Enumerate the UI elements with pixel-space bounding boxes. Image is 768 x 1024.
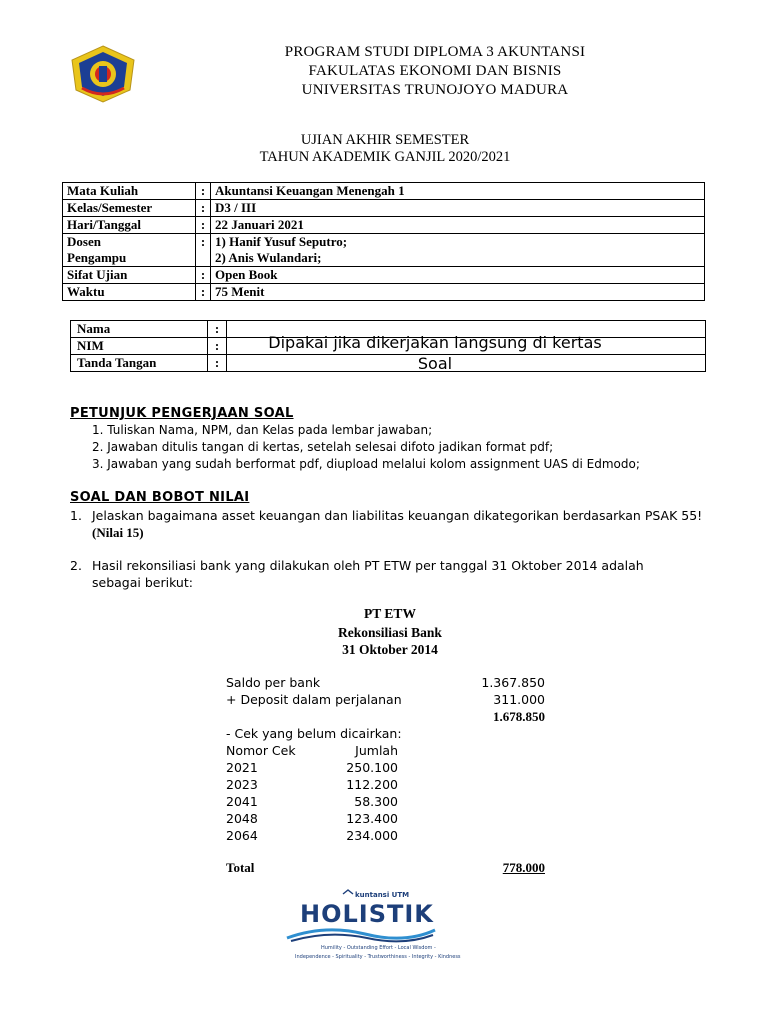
question-2-continued: sebagai berikut: — [92, 575, 193, 590]
question-text: Jelaskan bagaimana asset keuangan dan liabilitas keuangan dikategorikan berdasarkan PSAK 55! — [92, 508, 703, 523]
nim-label: NIM — [71, 338, 208, 355]
question-number: 1. — [70, 508, 82, 523]
name-label: Nama — [71, 321, 208, 338]
class-value: D3 / III — [211, 200, 705, 217]
university-title: UNIVERSITAS TRUNOJOYO MADURA — [301, 82, 569, 98]
university-crest-icon — [68, 44, 138, 104]
reconciliation-date: 31 Oktober 2014 — [342, 642, 438, 657]
exam-title: UJIAN AKHIR SEMESTER — [300, 132, 470, 148]
colon: : — [208, 338, 227, 355]
instruction-item: 1. Tuliskan Nama, NPM, dan Kelas pada lembar jawaban; — [92, 423, 433, 437]
total-value: 778.000 — [502, 860, 545, 875]
course-value: Akuntansi Keuangan Menengah 1 — [211, 183, 705, 200]
outstanding-checks-label: - Cek yang belum dicairkan: — [226, 726, 402, 741]
table-row — [63, 200, 705, 217]
check-number: 2064 — [226, 828, 258, 843]
colon: : — [196, 284, 211, 301]
company-name: PT ETW — [364, 606, 416, 621]
check-number: 2041 — [226, 794, 258, 809]
holistik-logo — [285, 888, 485, 968]
lecturer-label-line1: Dosen — [67, 234, 101, 249]
instructions-title: PETUNJUK PENGERJAAN SOAL — [70, 406, 294, 421]
check-amount: 123.400 — [346, 811, 398, 826]
nature-label: Sifat Ujian — [63, 267, 196, 284]
table-row — [63, 217, 705, 234]
holistik-emblem-icon — [285, 888, 485, 968]
time-label: Waktu — [63, 284, 196, 301]
lecturer-value — [211, 234, 705, 267]
total-label: Total — [226, 860, 255, 875]
bank-balance-label: Saldo per bank — [226, 675, 321, 690]
question-text: Hasil rekonsiliasi bank yang dilakukan oleh PT ETW per tanggal 31 Oktober 2014 adalah — [92, 558, 644, 573]
colon: : — [196, 267, 211, 284]
check-number: 2048 — [226, 811, 258, 826]
table-row — [63, 267, 705, 284]
identity-note — [230, 332, 640, 374]
svg-text:HOLISTIK: HOLISTIK — [300, 900, 434, 928]
lecturer-label-line2: Pengampu — [67, 250, 127, 265]
date-label: Hari/Tanggal — [63, 217, 196, 234]
check-number: 2021 — [226, 760, 258, 775]
lecturer-1: 1) Hanif Yusuf Seputro; — [215, 234, 348, 249]
check-number-header: Nomor Cek — [226, 743, 296, 758]
nature-value: Open Book — [211, 267, 705, 284]
svg-text:kuntansi UTM: kuntansi UTM — [355, 891, 410, 899]
check-amount: 234.000 — [346, 828, 398, 843]
faculty-title: FAKULATAS EKONOMI DAN BISNIS — [308, 63, 562, 79]
colon: : — [208, 355, 227, 372]
instruction-item: 2. Jawaban ditulis tangan di kertas, setelah selesai difoto jadikan format pdf; — [92, 440, 554, 454]
svg-text:Independence - Spirituality -: Independence - Spirituality - Trustworthiness - Integrity - Kindness — [295, 954, 461, 960]
colon: : — [208, 321, 227, 338]
table-row — [63, 284, 705, 301]
identity-note-line2: Soal — [417, 354, 453, 373]
question-number: 2. — [70, 558, 82, 573]
reconciliation-title: Rekonsiliasi Bank — [338, 625, 442, 640]
university-logo — [68, 44, 138, 104]
signature-label: Tanda Tangan — [71, 355, 208, 372]
colon: : — [196, 183, 211, 200]
colon: : — [196, 234, 211, 267]
time-value: 75 Menit — [211, 284, 705, 301]
table-row — [63, 183, 705, 200]
academic-year: TAHUN AKADEMIK GANJIL 2020/2021 — [259, 149, 511, 165]
bank-balance-value: 1.367.850 — [481, 675, 545, 690]
question-2 — [70, 558, 644, 573]
date-value: 22 Januari 2021 — [211, 217, 705, 234]
check-amount: 250.100 — [346, 760, 398, 775]
check-amount: 58.300 — [354, 794, 398, 809]
questions-title: SOAL DAN BOBOT NILAI — [70, 490, 250, 505]
deposit-value: 311.000 — [493, 692, 545, 707]
colon: : — [196, 217, 211, 234]
course-label: Mata Kuliah — [63, 183, 196, 200]
deposit-label: + Deposit dalam perjalanan — [226, 692, 402, 707]
question-1-score: (Nilai 15) — [92, 525, 144, 540]
check-amount: 112.200 — [346, 777, 398, 792]
program-title: PROGRAM STUDI DIPLOMA 3 AKUNTANSI — [284, 44, 586, 60]
check-number: 2023 — [226, 777, 258, 792]
subtotal-value: 1.678.850 — [493, 709, 545, 724]
identity-note-line1: Dipakai jika dikerjakan langsung di kertas — [268, 333, 602, 352]
lecturer-2: 2) Anis Wulandari; — [215, 250, 322, 265]
table-row — [63, 234, 705, 267]
class-label: Kelas/Semester — [63, 200, 196, 217]
check-amount-header: Jumlah — [355, 743, 398, 758]
colon: : — [196, 200, 211, 217]
lecturer-label — [63, 234, 196, 267]
exam-info-table — [62, 182, 705, 301]
instruction-item: 3. Jawaban yang sudah berformat pdf, diupload melalui kolom assignment UAS di Edmodo; — [92, 457, 640, 471]
question-1 — [70, 508, 702, 523]
svg-text:Humility - Outstanding Effort: Humility - Outstanding Effort - Local Wisdom - — [321, 945, 436, 951]
